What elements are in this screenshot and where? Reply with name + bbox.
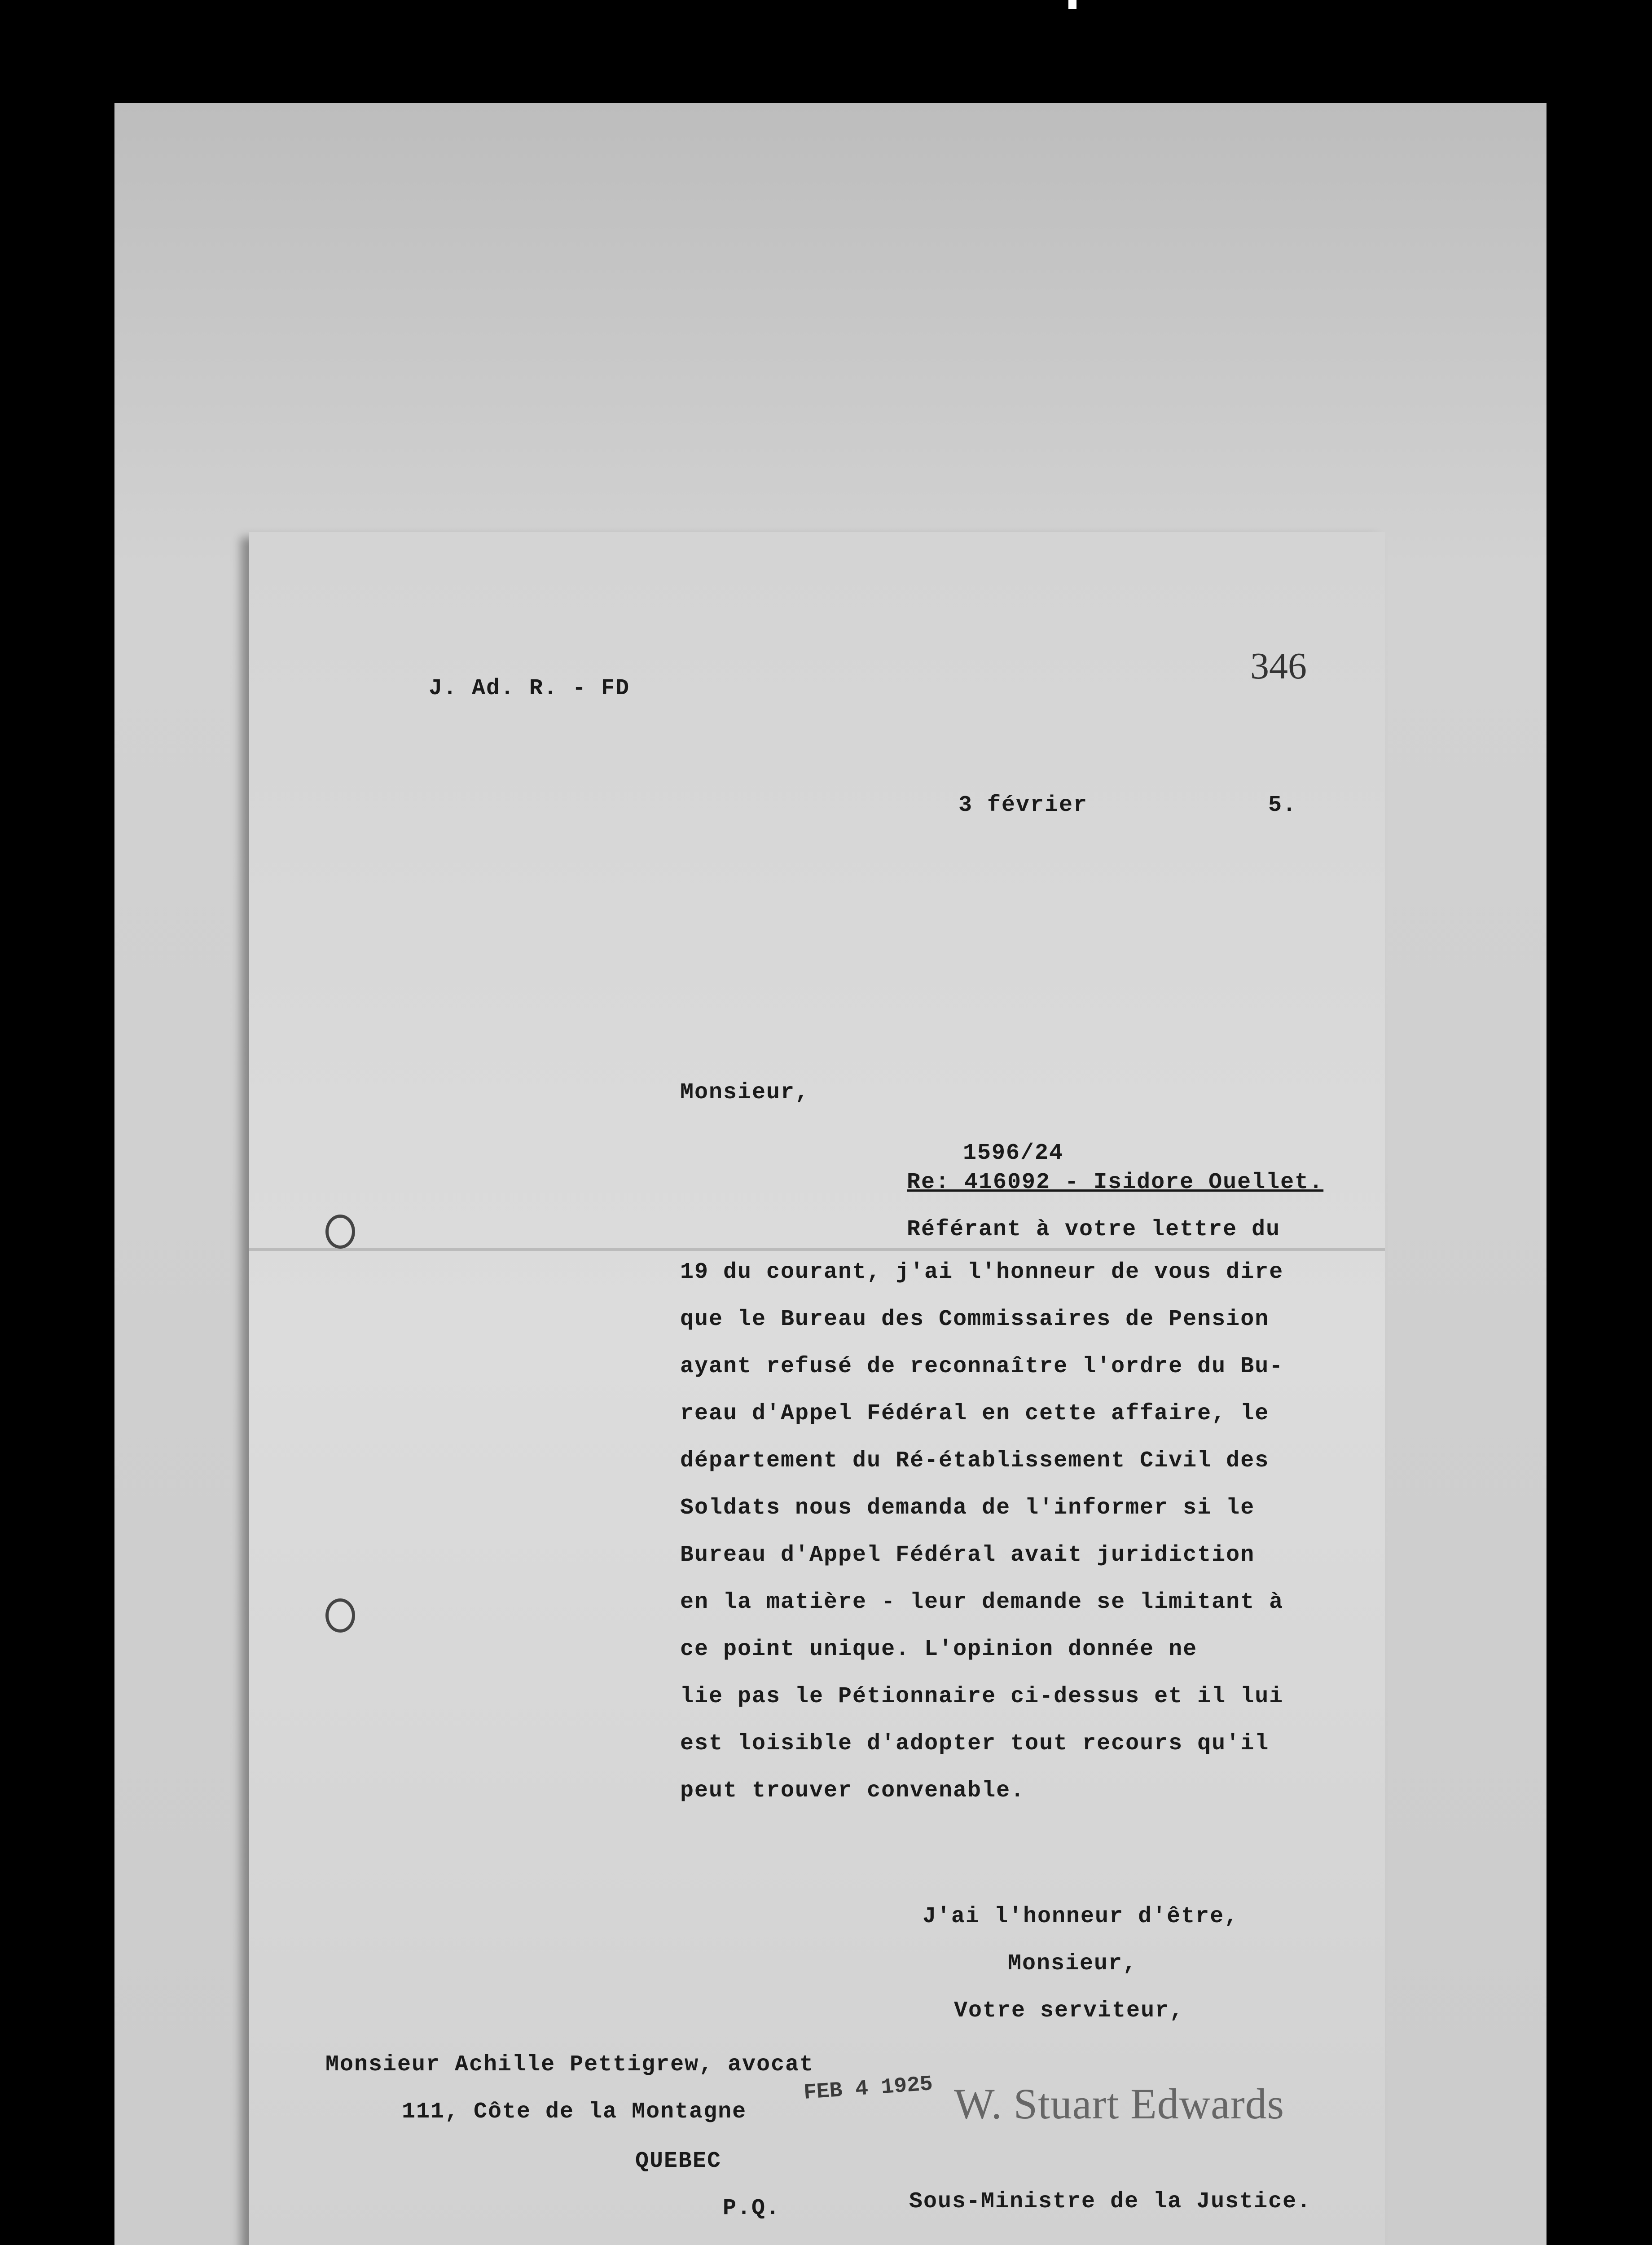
date-stamp: FEB 4 1925 xyxy=(803,2072,934,2105)
recipient-line: Monsieur Achille Pettigrew, avocat xyxy=(325,2052,814,2078)
body-line: lie pas le Pétionnaire ci-dessus et il lui xyxy=(680,1684,1284,1709)
letter-date-suffix: 5. xyxy=(1268,792,1297,818)
body-line: reau d'Appel Fédéral en cette affaire, le xyxy=(680,1401,1270,1426)
recipient-line: 111, Côte de la Montagne xyxy=(402,2099,747,2125)
body-line: ce point unique. L'opinion donnée ne xyxy=(680,1637,1198,1662)
punch-hole-icon xyxy=(325,1215,355,1249)
body-line: Bureau d'Appel Fédéral avait juridiction xyxy=(680,1542,1255,1568)
body-line: ayant refusé de reconnaître l'ordre du Bu- xyxy=(680,1354,1284,1379)
page-number: 346 xyxy=(1250,645,1307,687)
file-number: 1596/24 xyxy=(963,1140,1064,1166)
recipient-line: QUEBEC xyxy=(635,2148,722,2174)
closing-line: J'ai l'honneur d'être, xyxy=(923,1904,1239,1929)
letter-date: 3 février xyxy=(958,792,1088,818)
film-mark xyxy=(1068,0,1076,9)
recipient-line: P.Q. xyxy=(723,2196,781,2221)
body-line: peut trouver convenable. xyxy=(680,1778,1025,1804)
body-line: Référant à votre lettre du xyxy=(907,1217,1281,1242)
closing-line: Votre serviteur, xyxy=(954,1998,1184,2024)
reference-code: J. Ad. R. - FD xyxy=(429,676,630,701)
salutation: Monsieur, xyxy=(680,1080,810,1105)
letter-page xyxy=(249,532,1385,2245)
closing-line: Monsieur, xyxy=(1008,1951,1138,1976)
signer-title: Sous-Ministre de la Justice. xyxy=(909,2189,1312,2214)
punch-hole-icon xyxy=(325,1598,355,1633)
body-line: 19 du courant, j'ai l'honneur de vous dire xyxy=(680,1259,1284,1285)
signature: W. Stuart Edwards xyxy=(954,2080,1285,2128)
re-line: Re: 416092 - Isidore Ouellet. xyxy=(907,1170,1324,1195)
body-line: département du Ré-établissement Civil des xyxy=(680,1448,1270,1474)
body-line: que le Bureau des Commissaires de Pension xyxy=(680,1307,1270,1332)
body-line: est loisible d'adopter tout recours qu'il xyxy=(680,1731,1270,1756)
body-line: Soldats nous demanda de l'informer si le xyxy=(680,1495,1255,1521)
fold-line xyxy=(249,1248,1385,1251)
body-line: en la matière - leur demande se limitant à xyxy=(680,1589,1284,1615)
